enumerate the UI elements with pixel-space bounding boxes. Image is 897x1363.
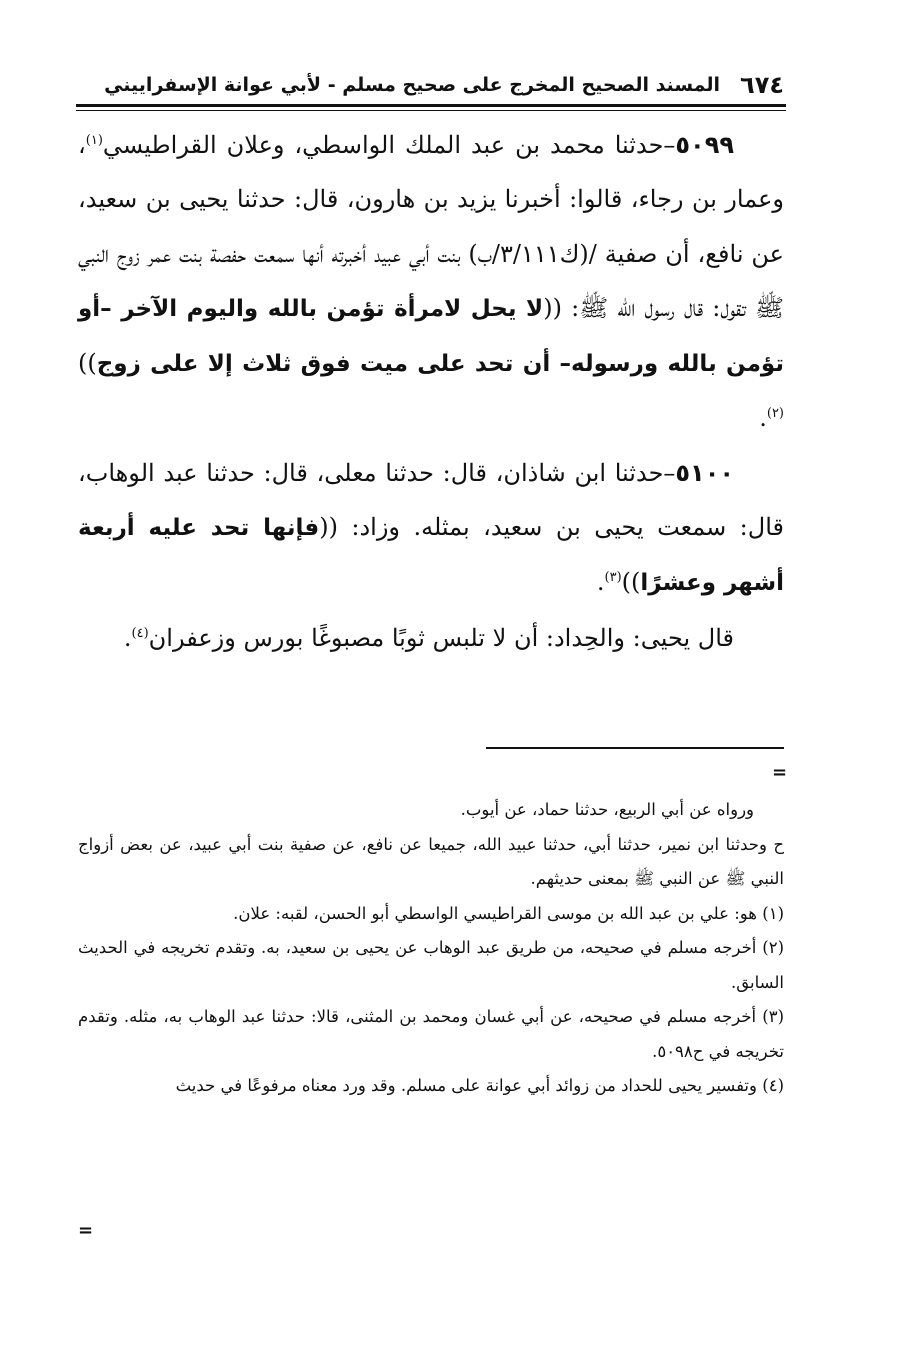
comment-text: قال يحيى: والحِداد: أن لا تلبس ثوبًا مصبوغًا بورس وزعفران [148, 623, 734, 652]
footnote-3: (٣) أخرجه مسلم في صحيحه، عن أبي غسان ومحمد بن المثنى، قالا: حدثنا عبد الوهاب به، مثله. وتقدم تخريجه في ح٥٠٩٨. [78, 1007, 784, 1061]
quote-close: )) [78, 349, 97, 378]
footnote-continuation: ورواه عن أبي الربيع، حدثنا حماد، عن أيوب. [460, 800, 754, 819]
hadith-5099 [78, 118, 784, 446]
yahya-comment [78, 611, 784, 665]
footnote-divider [486, 747, 784, 749]
footnotes [78, 793, 784, 1104]
page-number: ٦٧٤ [740, 71, 784, 99]
footnote-ref: (١) [85, 133, 103, 148]
hadith-number: ٥٠٩٩ [675, 131, 734, 159]
period: . [759, 404, 767, 433]
hadith-matn: لا يحل لامرأة تؤمن بالله واليوم الآخر –أو تؤمن بالله ورسوله– أن تحد على ميت فوق ثلاث إلا على زوج [78, 295, 784, 378]
footnote-ref: (٤) [131, 625, 149, 641]
footnote-1: (١) هو: علي بن عبد الله بن موسى القراطيسي الواسطي أبو الحسن، لقبه: علان. [233, 903, 784, 923]
running-title: المسند الصحيح المخرج على صحيح مسلم - لأبي عوانة الإسفراييني [104, 74, 721, 96]
running-header [78, 66, 784, 104]
hadith-5100 [78, 446, 784, 611]
hadith-chain: –حدثنا ابن شاذان، قال: حدثنا معلى، قال: حدثنا عبد الوهاب، قال: سمعت يحيى بن سعيد، بمثله. وزاد: (( [78, 458, 784, 542]
hadith-chain-continued: ، وعمار بن رجاء، قالوا: أخبرنا يزيد بن هارون، قال: حدثنا يحيى بن سعيد، عن نافع، أن صفية /(ك٣/١١١/ب) بنت أبي عبيد أخبرته أنها سمعت حفصة بنت عمر زوج النبي ﷺ تقول: قال رسول الله ﷺ: (( [78, 131, 784, 322]
main-text [78, 118, 784, 665]
footnote-4: (٤) وتفسير يحيى للحداد من زوائد أبي عوانة على مسلم. وقد ورد معناه مرفوعًا في حديث [175, 1076, 784, 1095]
footnote-2: (٢) أخرجه مسلم في صحيحه، من طريق عبد الوهاب عن يحيى بن سعيد، به. وتقدم تخريجه في الحديث السابق. [78, 938, 784, 992]
hadith-number: ٥١٠٠ [675, 458, 734, 487]
hadith-chain: –حدثنا محمد بن عبد الملك الواسطي، وعلان القراطيسي [102, 131, 676, 159]
continuation-mark-bottom: = [78, 1220, 94, 1241]
footnote-continuation: ح وحدثنا ابن نمير، حدثنا أبي، حدثنا عبيد الله، جميعا عن نافع، عن صفية بنت أبي عبيد، عن بعض أزواج النبي ﷺ عن النبي ﷺ بمعنى حديثهم. [78, 834, 784, 888]
period: . [123, 623, 132, 652]
header-rule-thin [76, 110, 786, 111]
continuation-mark-top: = [772, 762, 788, 783]
period: . [596, 568, 605, 597]
footnote-ref: (٢) [766, 406, 784, 422]
header-rule-thick [76, 104, 786, 107]
hadith-matn: فإنها تحد عليه أربعة أشهر وعشرًا [78, 515, 784, 597]
quote-close: )) [621, 568, 641, 597]
footnote-ref: (٣) [604, 570, 622, 586]
